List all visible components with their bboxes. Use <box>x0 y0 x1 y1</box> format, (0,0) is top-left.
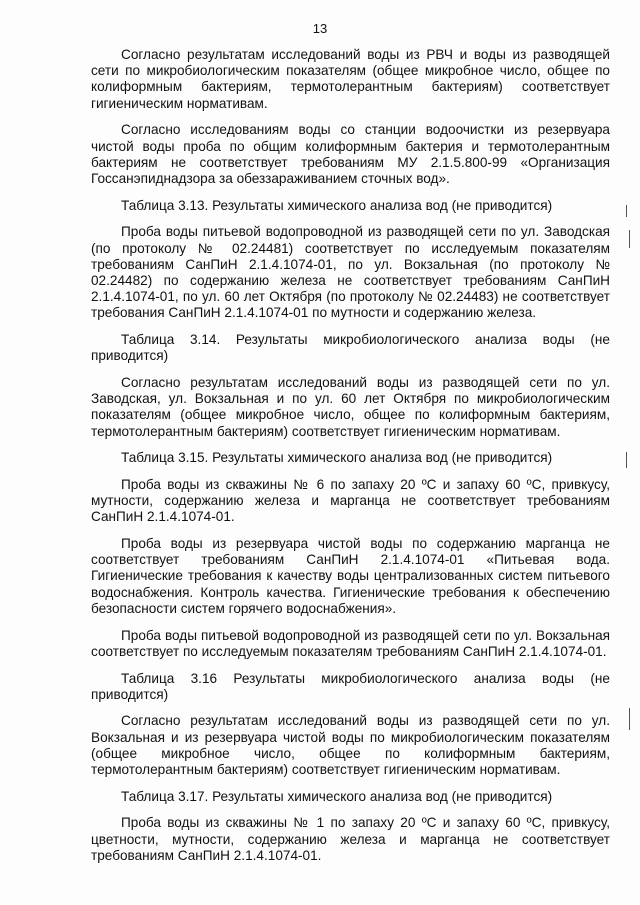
scan-mark <box>629 708 630 730</box>
table-caption-3-15: Таблица 3.15. Результаты химического анализа вод (не приводится) <box>121 450 553 466</box>
scan-mark <box>626 205 627 217</box>
paragraph-vokzalnaya: Проба воды питьевой водопроводной из разводящей сети по ул. Вокзальная соответствует по исследуемым показателям требованиям СанПиН 2.1.4.1074-01. <box>91 627 610 659</box>
scan-mark <box>629 230 630 248</box>
page-number: 13 <box>312 21 328 36</box>
paragraph-rvch-micro: Согласно результатам исследований воды из РВЧ и воды из разводящей сети по микробиологическим показателям (общее микробное число, общее по колиформным бактериям, термотолерантным бактериям) соответствует гигиеническим нормативам. <box>91 47 610 111</box>
paragraph-well-1: Проба воды из скважины № 1 по запаху 20 ºС и запаху 60 ºС, привкусу, цветности, мутности, содержанию железа и марганца не соответствует требованиям СанПиН 2.1.4.1074-01. <box>91 815 610 863</box>
document-body <box>91 47 610 875</box>
table-caption-3-16: Таблица 3.16 Результаты микробиологического анализа воды (не приводится) <box>91 670 610 702</box>
paragraph-treatment-station: Согласно исследованиям воды со станции водоочистки из резервуара чистой воды проба по общим колиформным бактерия и термотолерантным бактериям не соответствует требованиям МУ 2.1.5.800-99 «Организация Госсанэпиднадзора за обеззараживанием сточных вод». <box>91 122 610 186</box>
paragraph-network-micro: Согласно результатам исследований воды из разводящей сети по ул. Заводская, ул. Вокзальная и по ул. 60 лет Октября по микробиологическим показателям (общее микробное число, общее по колиформным бактериям, термотолерантным бактериям) соответствует гигиеническим нормативам. <box>91 374 610 439</box>
table-caption-3-14: Таблица 3.14. Результаты микробиологического анализа воды (не приводится) <box>91 332 610 364</box>
table-caption-3-13: Таблица 3.13. Результаты химического анализа вод (не приводится) <box>121 197 553 213</box>
scan-mark <box>626 452 627 468</box>
paragraph-network-chemical: Проба воды питьевой водопроводной из разводящей сети по ул. Заводская (по протоколу № 02.24481) соответствует по исследуемым показателям требованиям СанПиН 2.1.4.1074-01, по ул. Вокзальная (по протоколу № 02.24482) по содержанию железа не соответствует требованиям СанПиН 2.1.4.1074-01, по ул. 60 лет Октября (по протоколу № 02.24483) не соответствует требования СанПиН 2.1.4.1074-01 по мутности и содержанию железа. <box>91 224 610 321</box>
paragraph-reservoir-manganese: Проба воды из резервуара чистой воды по содержанию марганца не соответствует требованиям СанПиН 2.1.4.1074-01 «Питьевая вода. Гигиенические требования к качеству воды централизованных систем питьевого водоснабжения. Контроль качества. Гигиенические требования к обеспечению безопасности систем горячего водоснабжения». <box>91 536 610 616</box>
paragraph-well-6: Проба воды из скважины № 6 по запаху 20 ºС и запаху 60 ºС, привкусу, мутности, содержанию железа и марганца не соответствует требованиям СанПиН 2.1.4.1074-01. <box>91 476 610 525</box>
table-caption-3-17: Таблица 3.17. Результаты химического анализа вод (не приводится) <box>121 788 553 804</box>
paragraph-vokzalnaya-micro: Согласно результатам исследований воды из разводящей сети по ул. Вокзальная и из резервуара чистой воды по микробиологическим показателям (общее микробное число, общее по колиформным бактериям, термотолерантным бактериям) соответствует гигиеническим нормативам. <box>91 713 610 778</box>
